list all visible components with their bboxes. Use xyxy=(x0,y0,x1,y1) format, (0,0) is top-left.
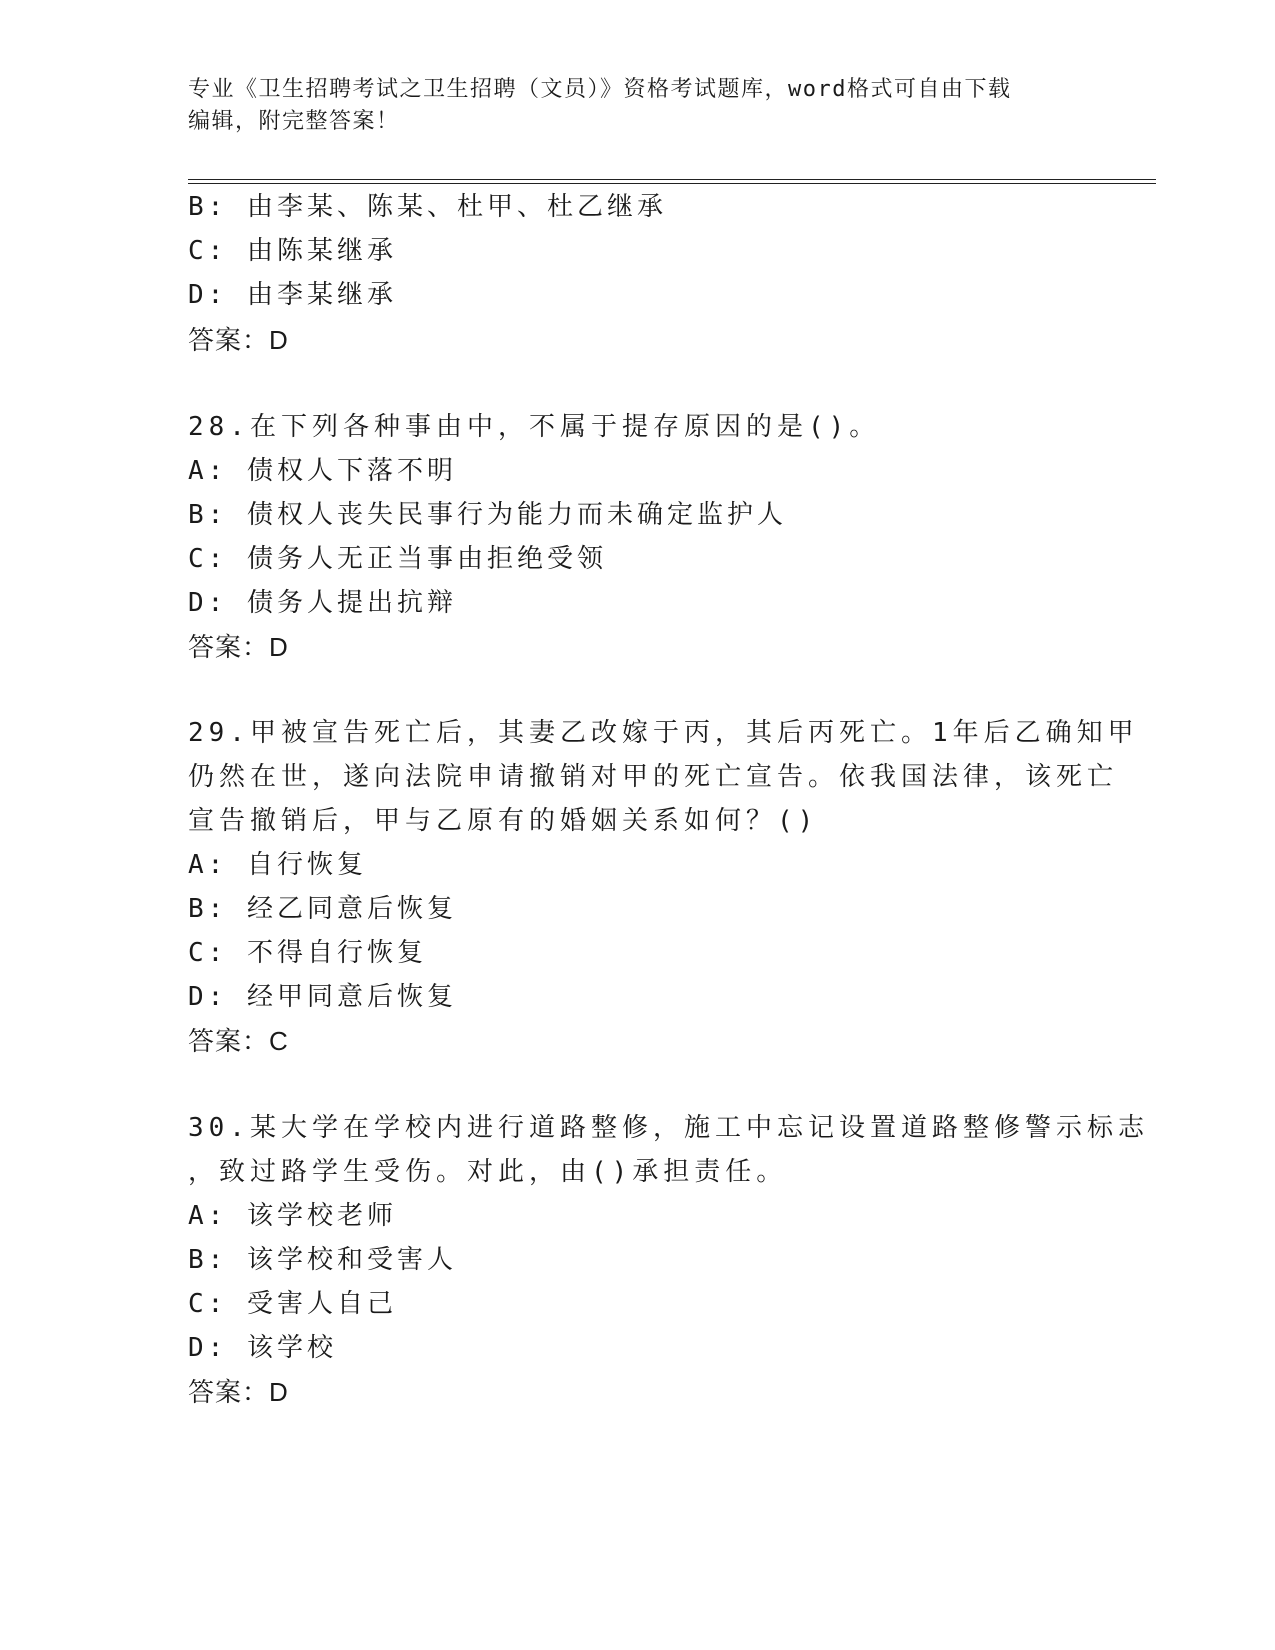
q30-stem-line-1: 30.某大学在学校内进行道路整修，施工中忘记设置道路整修警示标志 xyxy=(188,1113,1149,1143)
q30-option-b: B: 该学校和受害人 xyxy=(188,1245,457,1275)
header-line-1: 专业《卫生招聘考试之卫生招聘（文员）》资格考试题库，word格式可自由下载 xyxy=(188,77,1012,102)
q30-stem-line-2: ，致过路学生受伤。对此，由()承担责任。 xyxy=(188,1157,788,1187)
q27-option-c: C: 由陈某继承 xyxy=(188,236,397,266)
q28-option-b: B: 债权人丧失民事行为能力而未确定监护人 xyxy=(188,500,787,530)
q28-option-a: A: 债权人下落不明 xyxy=(188,456,457,486)
q28-stem: 28.在下列各种事由中，不属于提存原因的是()。 xyxy=(188,412,881,442)
q29-option-d: D: 经甲同意后恢复 xyxy=(188,982,457,1012)
q28-option-c: C: 债务人无正当事由拒绝受领 xyxy=(188,544,607,574)
header-line-2: 编辑，附完整答案！ xyxy=(188,109,400,134)
q29-option-a: A: 自行恢复 xyxy=(188,850,367,880)
q29-stem-line-2: 仍然在世，遂向法院申请撤销对甲的死亡宣告。依我国法律，该死亡 xyxy=(188,762,1119,792)
q30-option-a: A: 该学校老师 xyxy=(188,1201,397,1231)
q29-answer: 答案：C xyxy=(188,1026,289,1056)
q28-option-d: D: 债务人提出抗辩 xyxy=(188,588,457,618)
q27-answer: 答案：D xyxy=(188,325,289,355)
document-header xyxy=(188,74,1088,138)
header-divider-bottom xyxy=(188,183,1156,184)
q30-option-c: C: 受害人自己 xyxy=(188,1289,397,1319)
q27-option-b: B: 由李某、陈某、杜甲、杜乙继承 xyxy=(188,192,667,222)
q27-option-d: D: 由李某继承 xyxy=(188,280,397,310)
q30-answer: 答案：D xyxy=(188,1377,289,1407)
q28-answer: 答案：D xyxy=(188,632,289,662)
q29-stem-line-1: 29.甲被宣告死亡后，其妻乙改嫁于丙，其后丙死亡。1年后乙确知甲 xyxy=(188,718,1139,748)
q29-option-b: B: 经乙同意后恢复 xyxy=(188,894,457,924)
header-divider-top xyxy=(188,179,1156,180)
q29-stem-line-3: 宣告撤销后，甲与乙原有的婚姻关系如何？() xyxy=(188,806,819,836)
q30-option-d: D: 该学校 xyxy=(188,1333,337,1363)
q29-option-c: C: 不得自行恢复 xyxy=(188,938,427,968)
